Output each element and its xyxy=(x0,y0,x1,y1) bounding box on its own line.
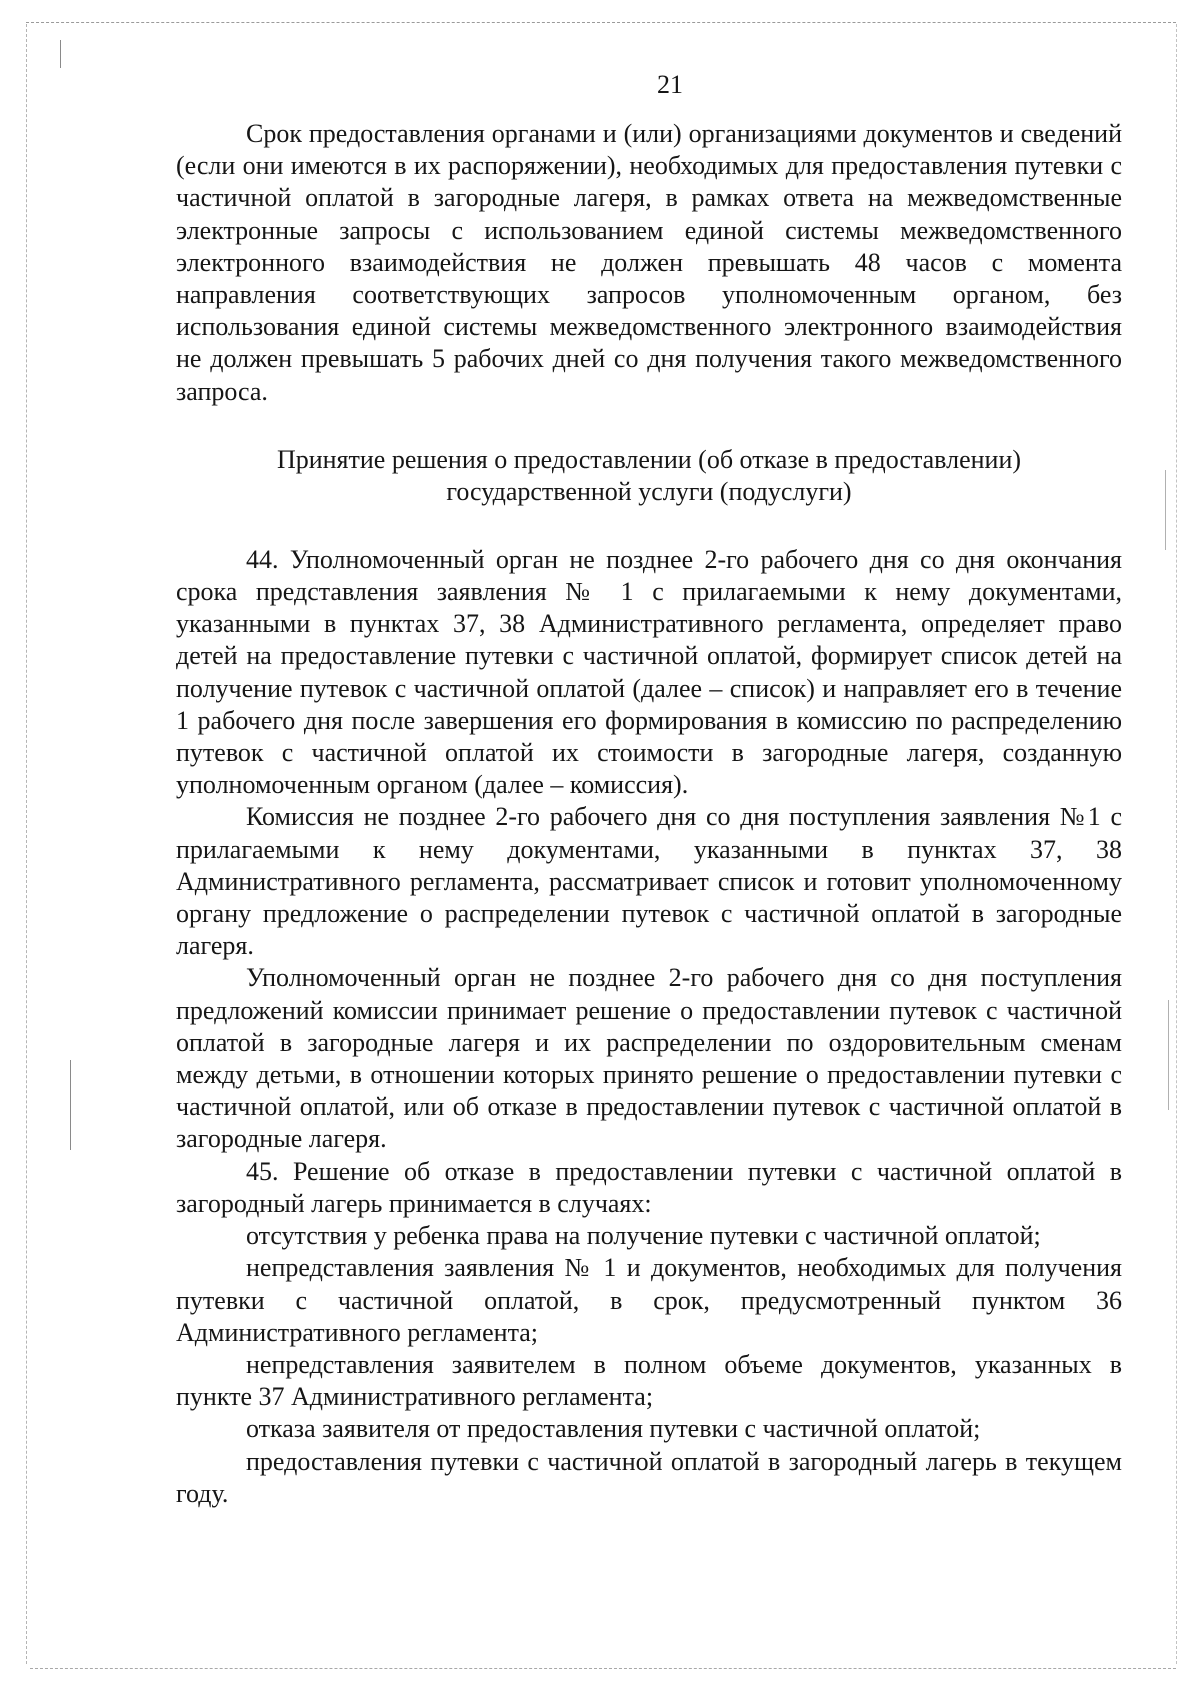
page-number: 21 xyxy=(657,70,683,99)
paragraph: 44. Уполномоченный орган не позднее 2-го рабочего дня со дня окончания срока представления заявления № 1 с прилагаемыми к нему документами, указанными в пунктах 37, 38 Административного регламента, определяет право детей на предоставление путевки с частичной оплатой, формирует список детей на получение путевок с частичной оплатой (далее – список) и направляет его в течение 1 рабочего дня после завершения его формирования в комиссию по распределению путевок с частичной оплатой их стоимости в загородные лагеря, созданную уполномоченным органом (далее – комиссия). xyxy=(176,544,1122,800)
scan-mark xyxy=(70,1060,71,1150)
paragraph: Уполномоченный орган не позднее 2-го рабочего дня со дня поступления предложений комиссии принимает решение о предоставлении путевок с частичной оплатой в загородные лагеря и их распределении по оздоровительным сменам между детьми, в отношении которых принято решение о предоставлении путевки с частичной оплатой, или об отказе в предоставлении путевок с частичной оплатой в загородные лагеря. xyxy=(176,963,1122,1154)
scan-border-left xyxy=(26,24,27,1664)
section-heading-line: Принятие решения о предоставлении (об отказе в предоставлении) xyxy=(276,444,1022,474)
scan-border-right xyxy=(1176,24,1177,1664)
scan-mark xyxy=(1168,1000,1169,1110)
paragraph: 45. Решение об отказе в предоставлении путевки с частичной оплатой в загородный лагерь принимается в случаях: xyxy=(176,1156,1122,1218)
paragraph: Срок предоставления органами и (или) организациями документов и сведений (если они имеются в их распоряжении), необходимых для предоставления путевки с частичной оплатой в загородные лагеря, в рамках ответа на межведомственные электронные запросы с использованием единой системы межведомственного электронного взаимодействия не должен превышать 48 часов с момента направления соответствующих запросов уполномоченным органом, без использования единой системы межведомственного электронного взаимодействия не должен превышать 5 рабочих дней со дня получения такого межведомственного запроса. xyxy=(176,119,1122,406)
list-item: отказа заявителя от предоставления путевки с частичной оплатой; xyxy=(246,1414,981,1444)
scan-border-top xyxy=(26,22,1176,23)
section-heading xyxy=(176,444,1122,508)
section-heading-line: государственной услуги (подуслуги) xyxy=(446,476,852,506)
scan-mark xyxy=(1165,470,1166,550)
list-item: отсутствия у ребенка права на получение путевки с частичной оплатой; xyxy=(246,1221,1041,1251)
scan-mark xyxy=(60,40,61,68)
list-item: непредставления заявителем в полном объеме документов, указанных в пункте 37 Административного регламента; xyxy=(176,1349,1122,1412)
list-item: непредставления заявления № 1 и документов, необходимых для получения путевки с частичной оплатой, в срок, предусмотренный пунктом 36 Административного регламента; xyxy=(176,1253,1122,1347)
paragraph: Комиссия не позднее 2-го рабочего дня со дня поступления заявления №1 с прилагаемыми к нему документами, указанными в пунктах 37, 38 Административного регламента, рассматривает список и готовит уполномоченному органу предложение о распределении путевок с частичной оплатой в загородные лагеря. xyxy=(176,802,1122,961)
scan-border-bottom xyxy=(30,1668,1176,1669)
document-body xyxy=(176,118,1122,1510)
list-item: предоставления путевки с частичной оплатой в загородный лагерь в текущем году. xyxy=(176,1446,1122,1508)
